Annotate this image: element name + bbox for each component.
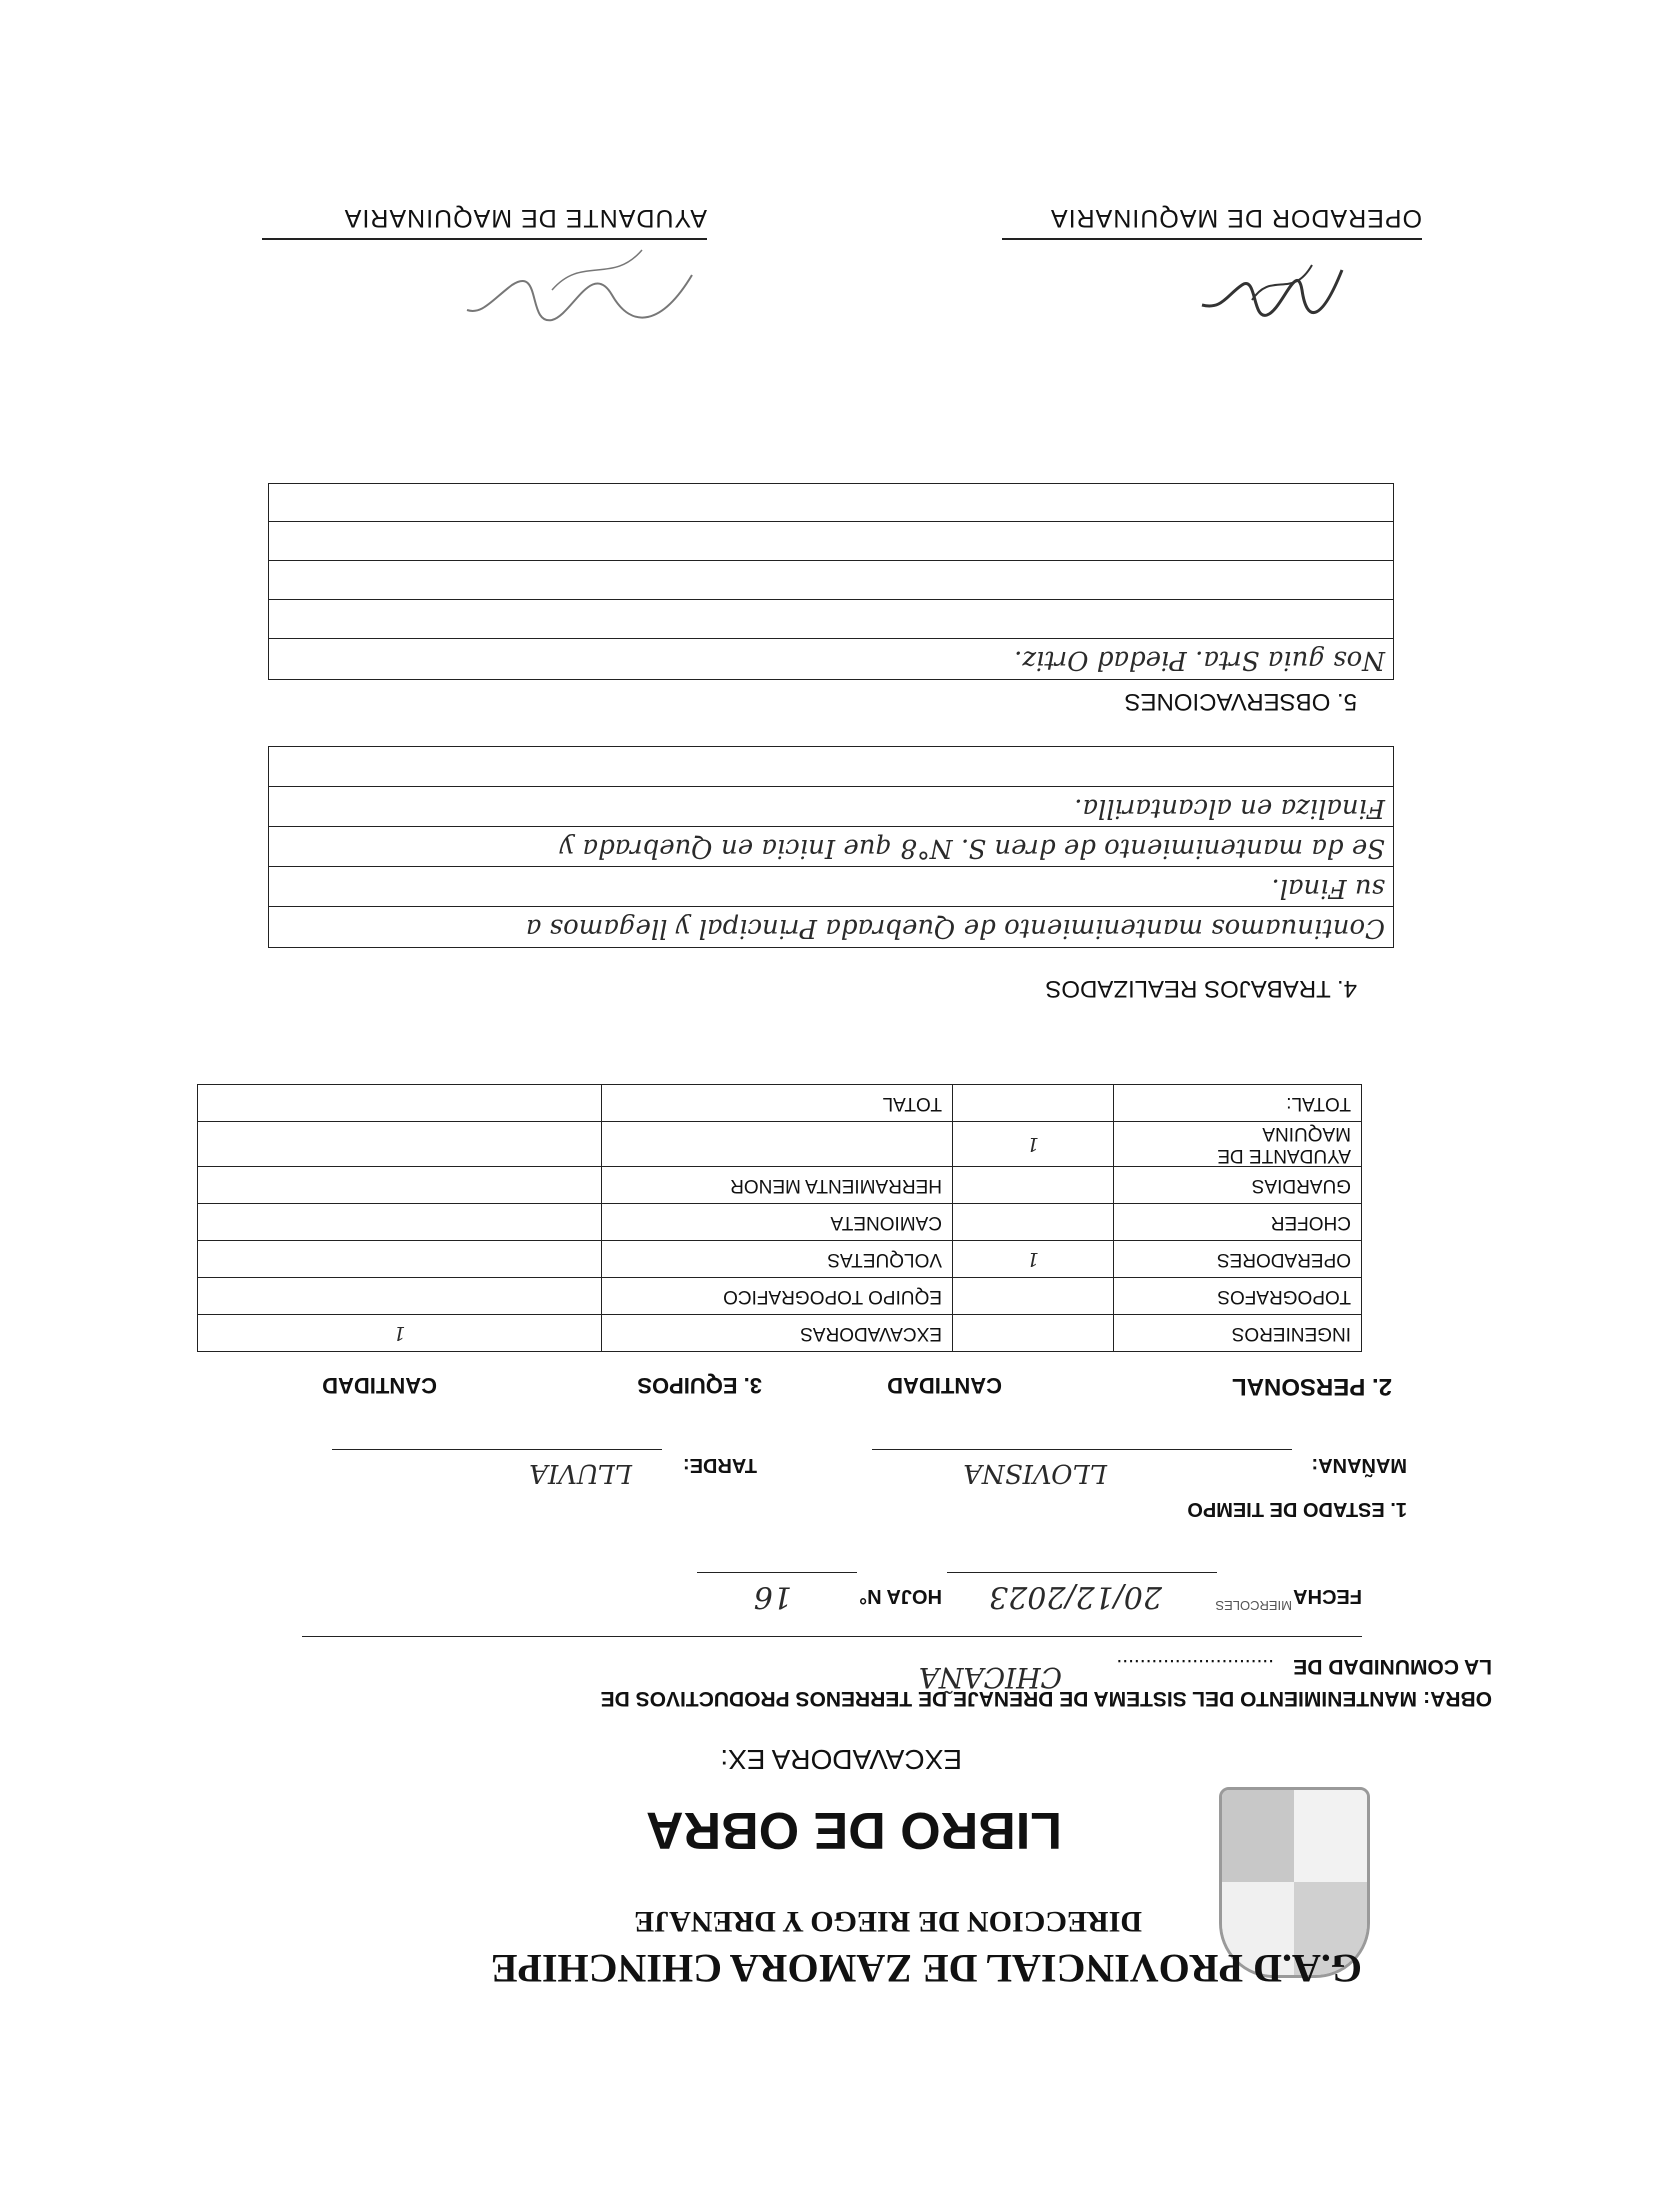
personal-header: 2. PERSONAL — [1231, 1373, 1392, 1400]
operador-signature-line — [1002, 238, 1422, 240]
community-name: CHICAÑA — [918, 1661, 1062, 1694]
personal-cell: INGENIEROS — [1114, 1315, 1362, 1352]
ayudante-signature — [462, 235, 702, 345]
personal-cell: OPERADORES — [1114, 1241, 1362, 1278]
equipo-qty-cell — [198, 1204, 602, 1241]
fecha-underline — [947, 1572, 1217, 1573]
manana-label: MAÑANA: — [1311, 1454, 1407, 1476]
equipo-total-cell: TOTAL — [602, 1085, 953, 1122]
obra-label: OBRA: — [1423, 1687, 1492, 1710]
section5-title: 5. OBSERVACIONES — [1124, 688, 1357, 715]
tarde-label: TARDE: — [682, 1454, 757, 1476]
personal-cell: AYUDANTE DE MAQUINA — [1114, 1122, 1362, 1167]
personal-total-qty-cell — [953, 1085, 1114, 1122]
hoja-label: HOJA N° — [859, 1585, 942, 1607]
section4-title: 4. TRABAJOS REALIZADOS — [1045, 975, 1357, 1002]
ayudante-signature-line — [262, 238, 707, 240]
tarde-value: LLUVIA — [529, 1458, 632, 1488]
equipos-header: 3. EQUIPOS — [637, 1373, 762, 1398]
table-row-total — [198, 1085, 1362, 1122]
personal-qty-cell — [953, 1315, 1114, 1352]
equipo-total-qty-cell — [198, 1085, 602, 1122]
personal-cell: CHOFER — [1114, 1204, 1362, 1241]
manana-underline — [872, 1449, 1292, 1450]
equipo-qty-cell — [198, 1241, 602, 1278]
manana-value: LLOVISNA — [963, 1458, 1107, 1488]
equipo-cell: EXCAVADORAS — [602, 1315, 953, 1352]
personal-qty-cell — [953, 1204, 1114, 1241]
hoja-number: 16 — [753, 1579, 792, 1614]
hoja-underline — [697, 1572, 857, 1573]
equipo-qty-cell: 1 — [198, 1315, 602, 1352]
personal-qty-cell: 1 — [953, 1241, 1114, 1278]
personal-cell: GUARDIAS — [1114, 1167, 1362, 1204]
tarde-underline — [332, 1449, 662, 1450]
equipo-qty-cell — [198, 1278, 602, 1315]
trabajos-box — [268, 746, 1394, 948]
trabajos-line: Se da mantenimiento de dren S. N°8 que Inicia en Quebrada y — [559, 833, 1385, 863]
fecha-weekday: MIERCOLES — [1215, 1598, 1292, 1613]
trabajos-line: Continuamos mantenimiento de Quebrada Principal y llegamos a — [525, 913, 1385, 943]
operador-signature — [1192, 250, 1352, 330]
table-row — [198, 1122, 1362, 1167]
personal-equipos-table — [197, 1084, 1362, 1352]
community-label: LA COMUNIDAD DE — [1293, 1655, 1492, 1678]
observaciones-line: Nos guia Srta. Piedad Ortiz. — [1014, 645, 1385, 675]
equipo-cell: VOLQUETAS — [602, 1241, 953, 1278]
cantidad-equipos-header: CANTIDAD — [322, 1373, 437, 1398]
cantidad-personal-header: CANTIDAD — [887, 1373, 1002, 1398]
personal-total-cell: TOTAL: — [1114, 1085, 1362, 1122]
machine-label: EXCAVADORA EX: — [720, 1744, 962, 1775]
obra-underline — [302, 1636, 1362, 1637]
personal-qty-cell — [953, 1278, 1114, 1315]
equipo-cell: HERRAMIENTA MENOR — [602, 1167, 953, 1204]
table-row — [198, 1167, 1362, 1204]
obra-description: MANTENIMIENTO DEL SISTEMA DE DRENAJE DE TERRENOS PRODUCTIVOS DE — [600, 1687, 1417, 1710]
equipo-cell — [602, 1122, 953, 1167]
personal-qty-cell: 1 — [953, 1122, 1114, 1167]
equipo-cell: CAMIONETA — [602, 1204, 953, 1241]
section1-title: 1. ESTADO DE TIEMPO — [1187, 1498, 1407, 1520]
observaciones-box — [268, 483, 1394, 680]
fecha-label: FECHA — [1293, 1585, 1362, 1607]
department-name: DIRECCION DE RIEGO Y DRENAJE — [634, 1905, 1142, 1938]
community-dots: ........................... — [1116, 1655, 1274, 1678]
table-row — [198, 1241, 1362, 1278]
personal-cell: TOPOGRAFOS — [1114, 1278, 1362, 1315]
org-name: G.A.D PROVINCIAL DE ZAMORA CHINCHIPE — [490, 1946, 1362, 1991]
table-row — [198, 1278, 1362, 1315]
table-row — [198, 1204, 1362, 1241]
operador-label: OPERADOR DE MAQUINARIA — [1049, 204, 1422, 232]
page-title: LIBRO DE OBRA — [646, 1801, 1062, 1859]
trabajos-line: su Final. — [1271, 873, 1385, 903]
fecha-date: 20/12/2023 — [989, 1579, 1162, 1614]
trabajos-line: Finaliza en alcantarilla. — [1074, 793, 1385, 823]
equipo-qty-cell — [198, 1167, 602, 1204]
personal-qty-cell — [953, 1167, 1114, 1204]
ayudante-label: AYUDANTE DE MAQUINARIA — [343, 204, 707, 232]
table-row — [198, 1315, 1362, 1352]
equipo-qty-cell — [198, 1122, 602, 1167]
equipo-cell: EQUIPO TOPOGRAFICO — [602, 1278, 953, 1315]
